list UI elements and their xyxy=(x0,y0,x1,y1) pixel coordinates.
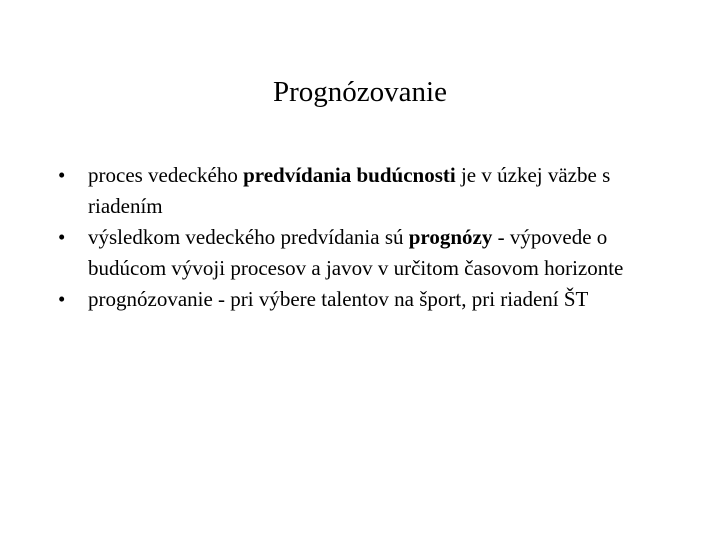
slide-title: Prognózovanie xyxy=(273,76,447,108)
bullet-dot-icon: • xyxy=(58,163,66,187)
bullet-text-segment: - výpovede o budúcom vývoji procesov a javov v určitom časovom horizonte xyxy=(88,225,624,280)
bullet-emphasis: prognózy xyxy=(408,225,493,249)
bullet-list xyxy=(58,160,688,315)
bullet-text-segment: je v úzkej väzbe s riadením xyxy=(88,163,611,218)
bullet-text-segment: výsledkom vedeckého predvídania sú xyxy=(88,225,409,249)
bullet-emphasis: predvídania budúcnosti xyxy=(243,163,456,187)
bullet-item xyxy=(58,222,688,284)
bullet-text-segment: prognózovanie - pri výbere talentov na šport, pri riadení ŠT xyxy=(88,287,589,311)
bullet-text-segment: proces vedeckého xyxy=(88,163,244,187)
bullet-item xyxy=(58,160,688,222)
bullet-dot-icon: • xyxy=(58,225,66,249)
bullet-item xyxy=(58,284,688,315)
bullet-dot-icon: • xyxy=(58,287,66,311)
